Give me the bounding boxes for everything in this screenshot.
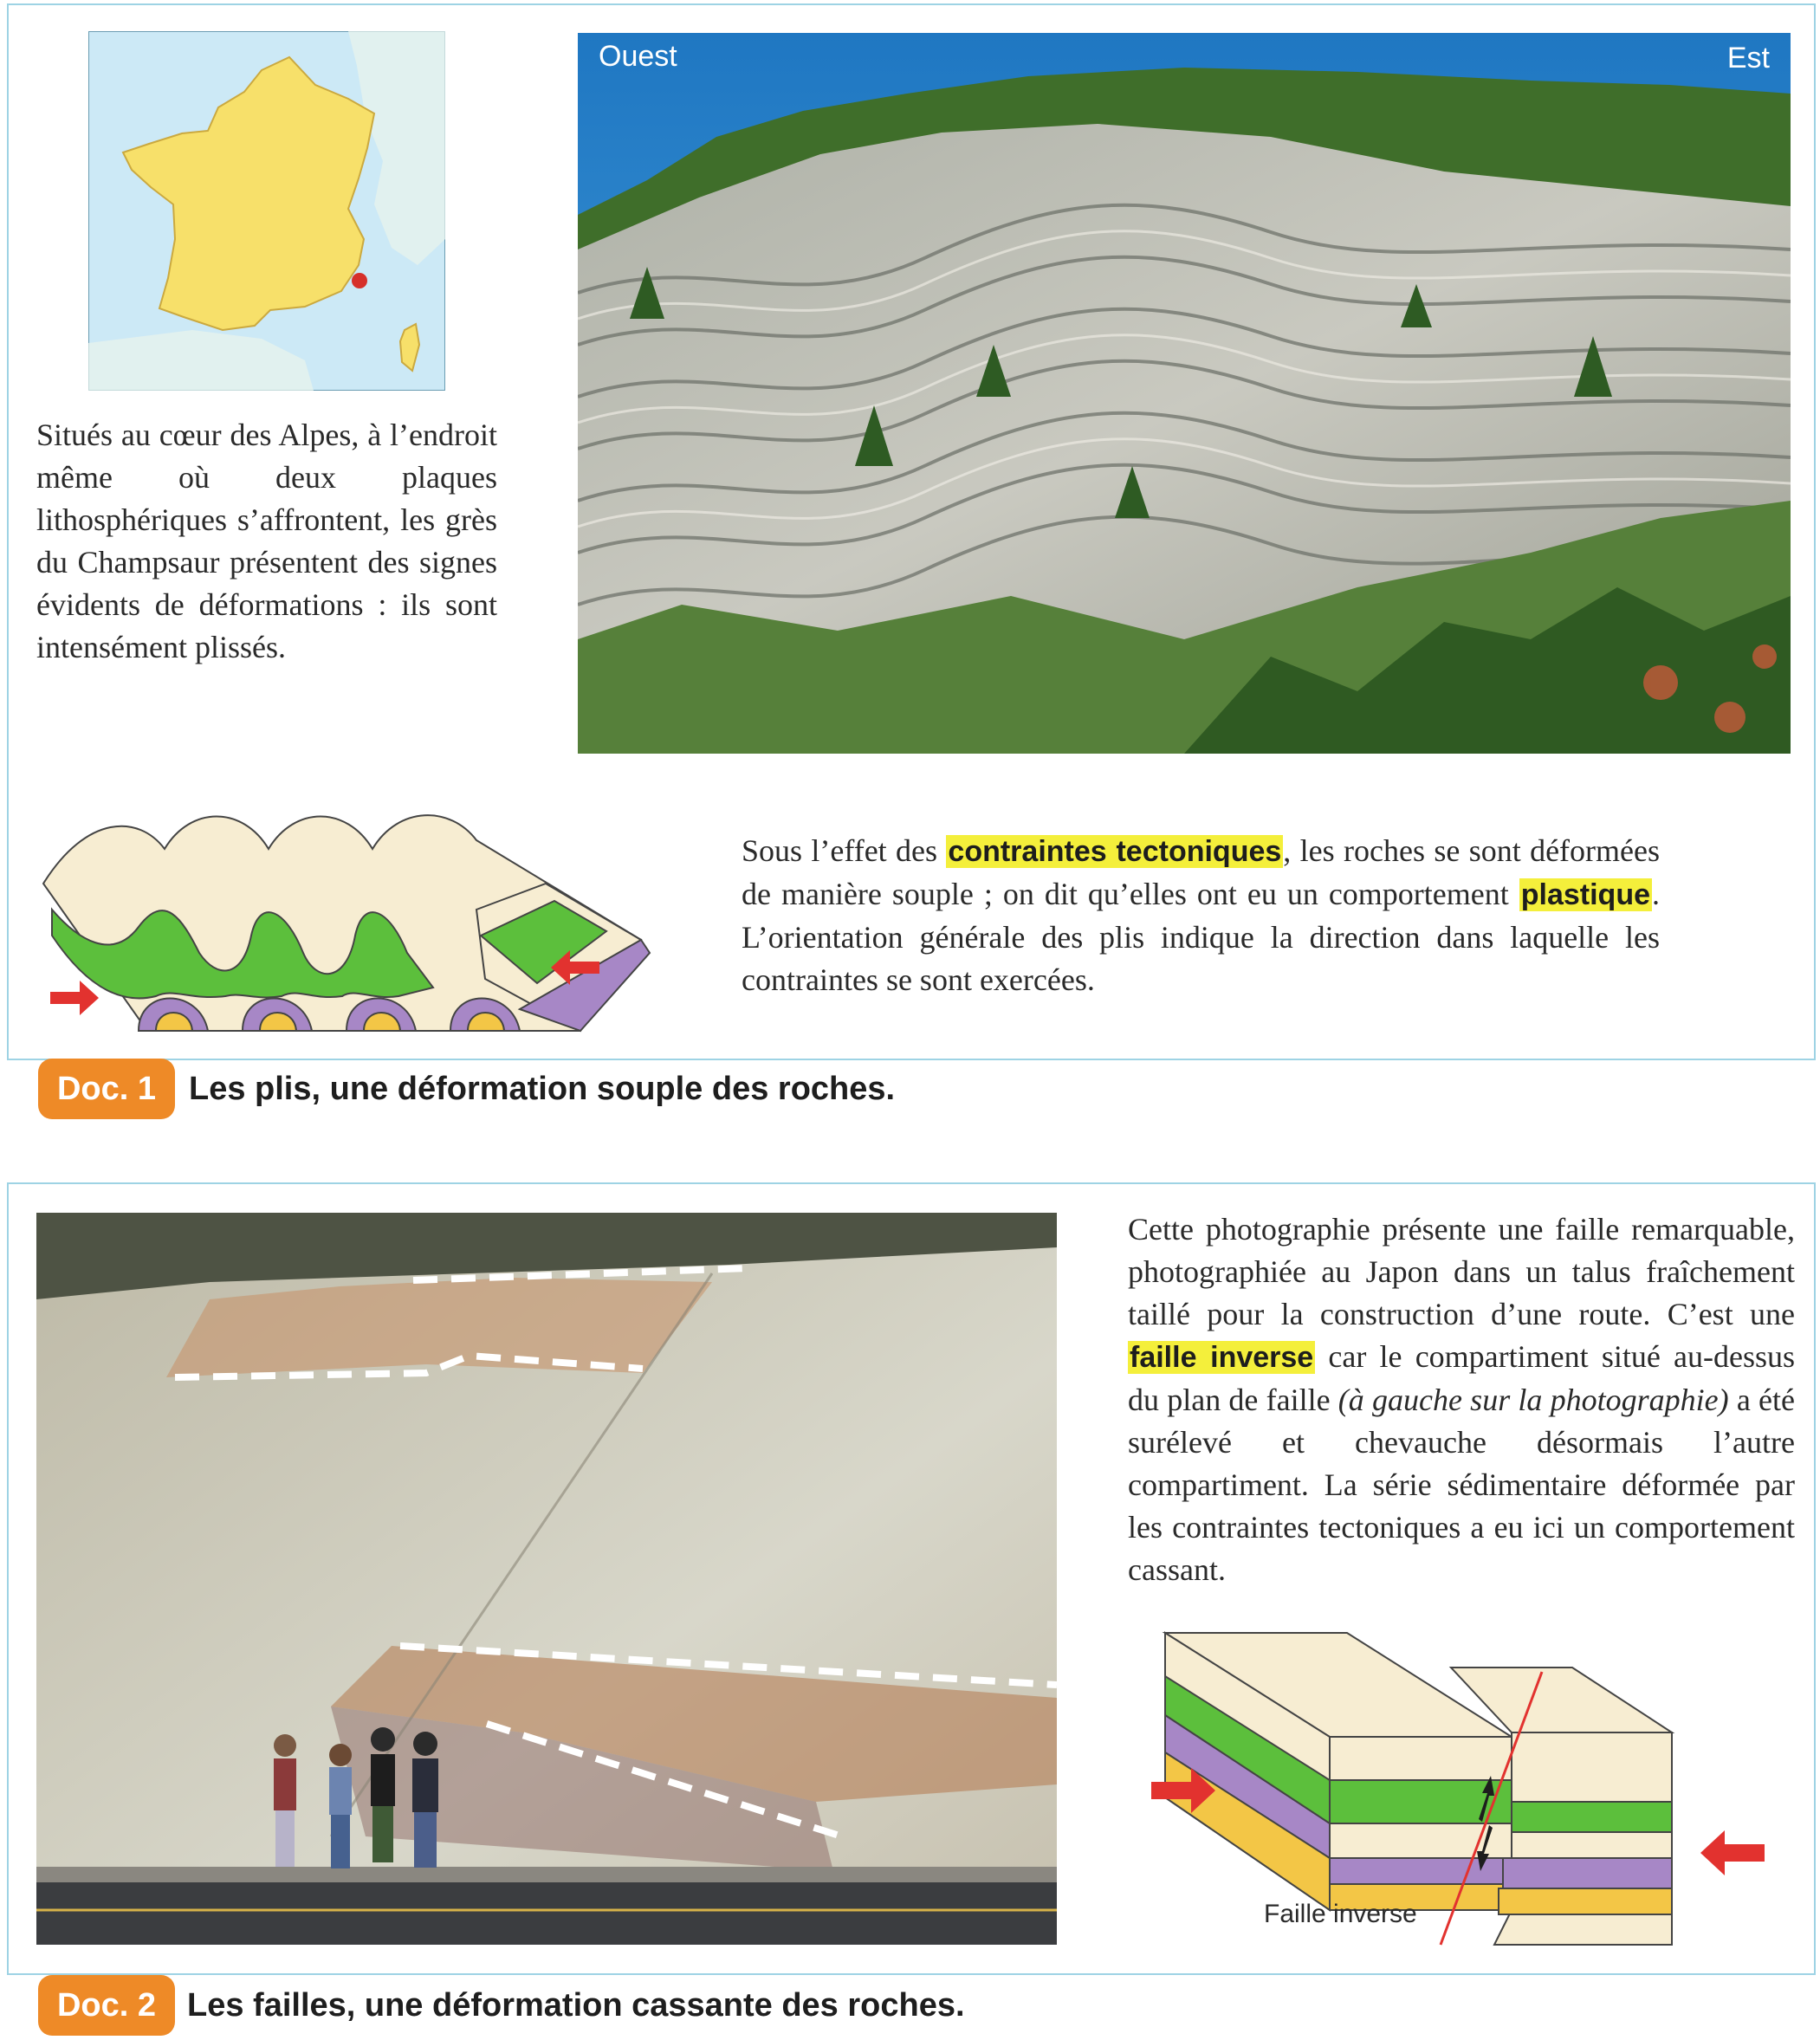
faille-inverse-label: Faille inverse xyxy=(1264,1900,1417,1928)
france-map xyxy=(88,31,445,391)
highlight-plastique: plastique xyxy=(1520,878,1650,911)
doc2-explanation xyxy=(1128,1208,1795,1591)
red-dot-icon xyxy=(352,273,367,288)
reverse-fault-diagram xyxy=(1148,1616,1771,1953)
doc2-title: Les failles, une déformation cassante des roches. xyxy=(187,1987,965,2024)
red-arrow-icon xyxy=(50,981,99,1015)
highlight-contraintes: contraintes tectoniques xyxy=(948,835,1282,868)
doc2-tag: Doc. 2 xyxy=(38,1975,175,2036)
doc2-text-part2: car le compartiment situé au-dessus du plan de faille xyxy=(1128,1339,1795,1417)
doc1-explanation xyxy=(742,830,1660,1001)
doc1-title: Les plis, une déformation souple des roches. xyxy=(189,1071,896,1107)
doc1-text-part1: Sous l’effet des xyxy=(742,833,947,868)
photo-label-west: Ouest xyxy=(599,40,677,73)
photo-label-east: Est xyxy=(1726,42,1770,74)
red-arrow-icon xyxy=(1700,1830,1765,1875)
fold-diagram xyxy=(35,780,658,1039)
doc1-tag: Doc. 1 xyxy=(38,1059,175,1119)
map-caption: Situés au cœur des Alpes, à l’endroit même où deux plaques lithosphériques s’affrontent, les grès du Champsaur présentent des signes évidents de déformations : ils sont intensément plissés. xyxy=(36,418,497,664)
highlight-faille-inverse: faille inverse xyxy=(1130,1341,1314,1374)
doc1-text-part2: , les roches se sont déformées de manière souple ; on dit qu’elles ont eu un comportement xyxy=(742,833,1661,911)
cliff-photo xyxy=(578,33,1791,754)
doc2-text-part3: a été surélevé et chevauche désormais l’autre compartiment. La série sédimentaire déformée par les contraintes tectoniques a eu ici un comportement cassant. xyxy=(1128,1383,1795,1587)
fault-photo xyxy=(36,1213,1057,1945)
doc1-text-part3: . L’orientation générale des plis indique la direction dans laquelle les contraintes se sont exercées. xyxy=(742,877,1660,997)
doc2-text-italic: (à gauche sur la photographie) xyxy=(1337,1383,1729,1417)
doc2-text-part1: Cette photographie présente une faille remarquable, photographiée au Japon dans un talus fraîchement taillé pour la construction d’une route. C’est une xyxy=(1128,1212,1795,1331)
